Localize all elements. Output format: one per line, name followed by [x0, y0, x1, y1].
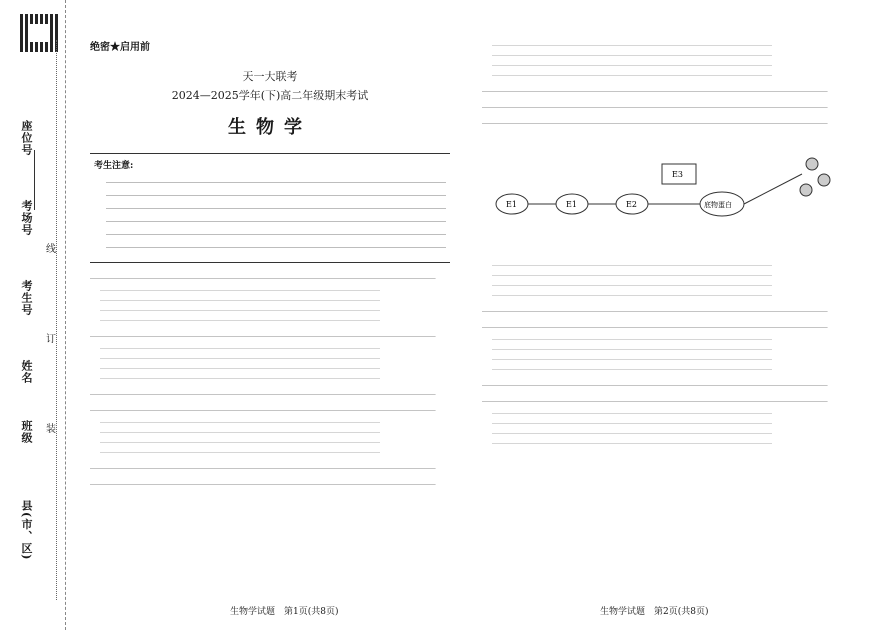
node-label: E1 — [506, 200, 517, 209]
question-option — [492, 334, 842, 344]
question-option — [492, 50, 842, 60]
question-stem — [482, 380, 842, 390]
ubiquitin-diagram-svg — [482, 134, 842, 254]
question-option — [100, 373, 450, 383]
question-stem — [90, 405, 450, 415]
question-stem — [482, 86, 842, 96]
notice-box — [90, 153, 450, 263]
notice-line — [106, 243, 446, 252]
node-label: 底物蛋白 — [704, 201, 732, 209]
node-label: E2 — [626, 200, 637, 209]
notice-line — [106, 191, 446, 200]
binding-label-county: 县(市、区) — [20, 500, 33, 561]
secret-label: 绝密★启用前 — [90, 42, 150, 53]
question-option — [100, 315, 450, 325]
binding-label-seat: 座位号 — [20, 120, 33, 156]
question-option — [100, 427, 450, 437]
left-column — [90, 40, 450, 491]
question-option — [100, 305, 450, 315]
binding-cut-line — [56, 40, 57, 600]
question-option — [492, 70, 842, 80]
question-stem — [482, 102, 842, 112]
binding-label-exam-id: 考生号 — [20, 280, 33, 316]
exam-title: 2024—2025学年(下)高二年级期末考试 — [171, 88, 369, 102]
question-option — [492, 260, 842, 270]
ub-fragment — [818, 174, 830, 186]
binding-fill-line — [34, 150, 35, 210]
question-stem — [482, 306, 842, 316]
question-option — [492, 60, 842, 70]
node-label: E1 — [566, 200, 577, 209]
question-option — [100, 295, 450, 305]
question-option — [492, 270, 842, 280]
binding-label-class: 班级 — [20, 420, 33, 444]
ub-fragment — [800, 184, 812, 196]
binding-margin — [0, 0, 66, 630]
subject-title: 生物学 — [228, 116, 312, 138]
question-option — [100, 285, 450, 295]
qr-code — [20, 14, 58, 52]
question-option — [492, 364, 842, 374]
notice-line — [106, 204, 446, 213]
page-footer-left: 生物学试题 第1页(共8页) — [230, 607, 339, 617]
question-option — [492, 290, 842, 300]
question-option — [492, 408, 842, 418]
exam-org: 天一大联考 — [242, 69, 298, 83]
question-option — [492, 40, 842, 50]
question-stem — [90, 273, 450, 283]
notice-line — [106, 178, 446, 187]
binding-label-name: 姓名 — [20, 360, 33, 384]
question-option — [492, 280, 842, 290]
binding-label-room: 考场号 — [20, 200, 33, 236]
notice-title: 考生注意: — [94, 161, 134, 172]
binding-mark-line: 线 — [46, 244, 56, 255]
question-option — [492, 428, 842, 438]
question-option — [492, 344, 842, 354]
arrow — [744, 174, 802, 204]
binding-mark-bind: 装 — [46, 424, 56, 435]
question-option — [100, 363, 450, 373]
notice-line — [106, 230, 446, 239]
question-stem — [90, 463, 450, 473]
notice-line — [106, 217, 446, 226]
page-footer-right: 生物学试题 第2页(共8页) — [600, 607, 709, 617]
question-option — [100, 343, 450, 353]
ubiquitin-diagram — [482, 134, 842, 254]
right-column — [482, 40, 842, 448]
question-option — [100, 353, 450, 363]
ub-fragment — [806, 158, 818, 170]
question-stem — [90, 479, 450, 489]
question-stem — [90, 389, 450, 399]
question-stem — [90, 331, 450, 341]
question-option — [100, 447, 450, 457]
question-option — [100, 437, 450, 447]
node-label: E3 — [672, 170, 683, 179]
binding-mark-order: 订 — [46, 334, 56, 345]
question-stem — [482, 322, 842, 332]
question-option — [492, 438, 842, 448]
question-option — [492, 418, 842, 428]
question-stem — [482, 118, 842, 128]
question-option — [492, 354, 842, 364]
question-stem — [482, 396, 842, 406]
question-option — [100, 417, 450, 427]
